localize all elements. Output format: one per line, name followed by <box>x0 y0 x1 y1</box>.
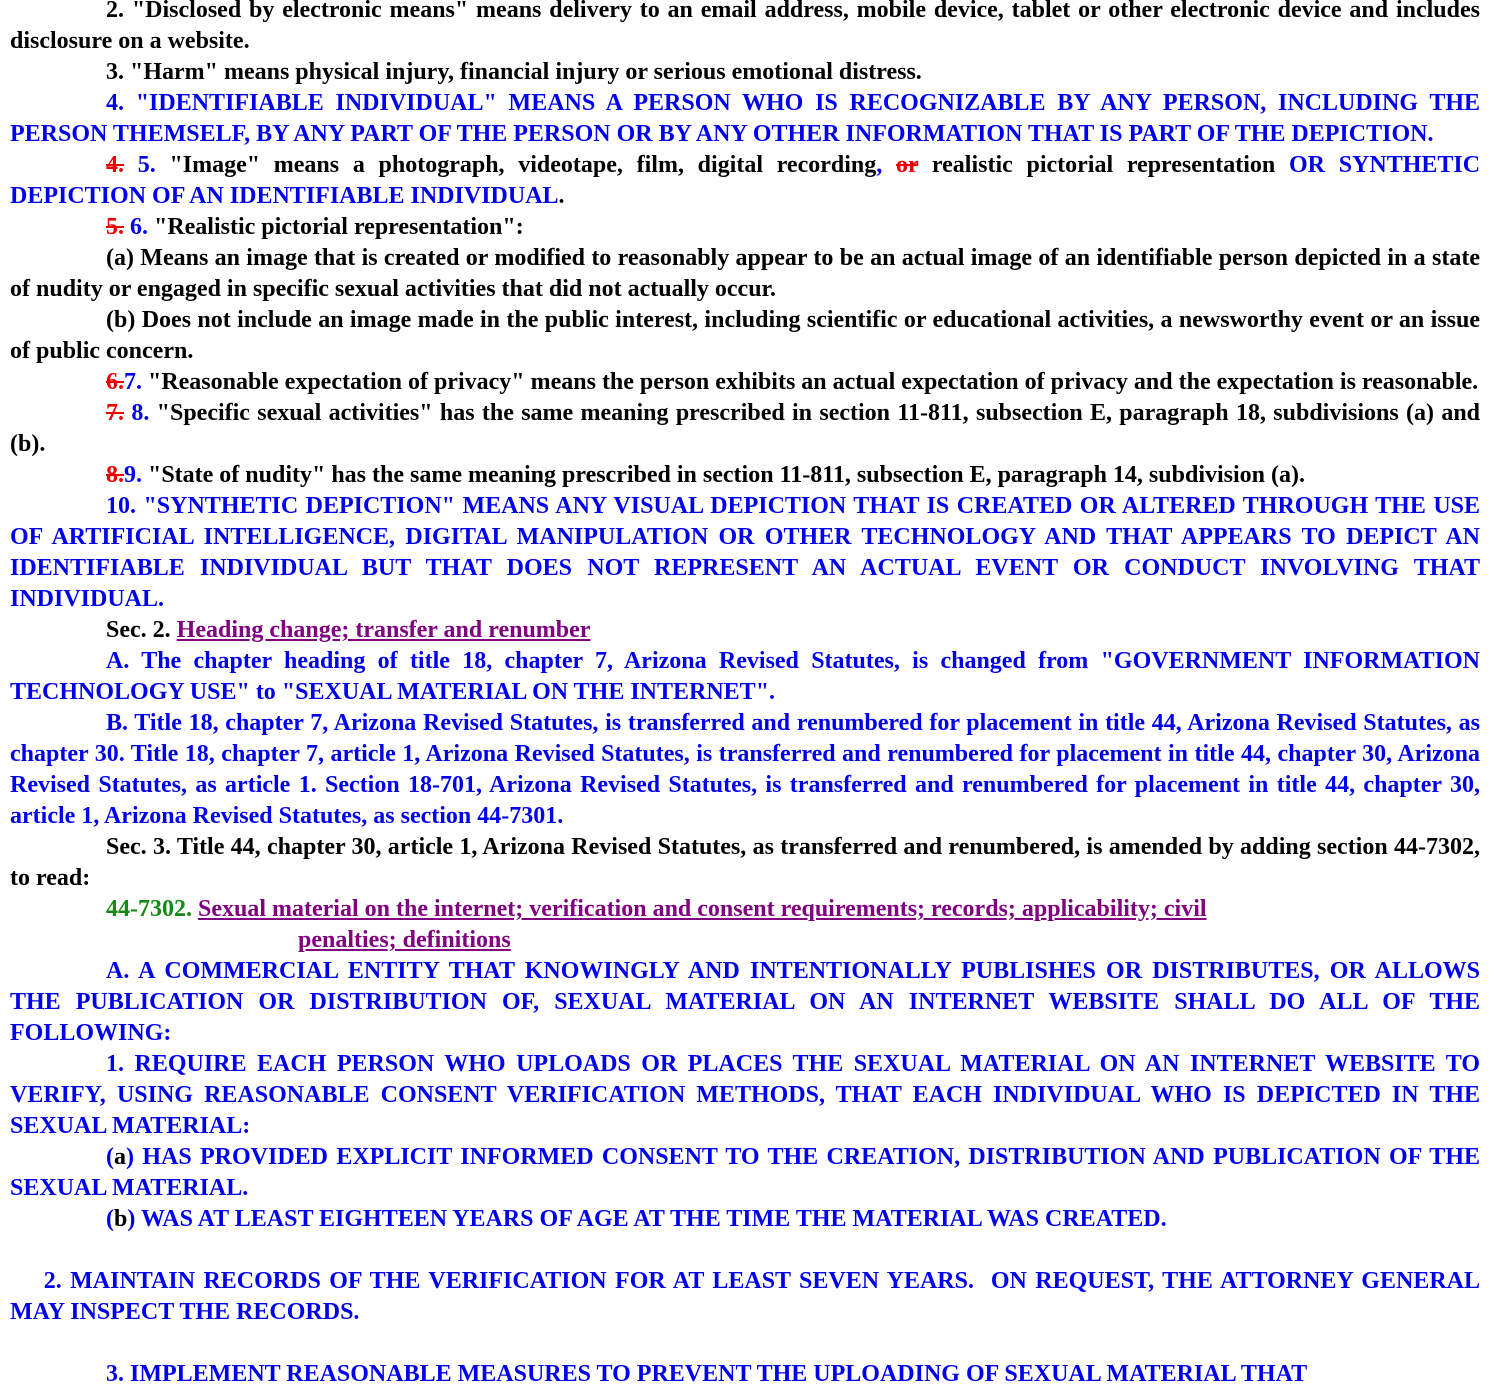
section-2-a-text: A. The chapter heading of title 18, chapter 7, Arizona Revised Statutes, is changed from "GOVERNMENT INFORMATION TECHNOLOGY USE" to "SEXUAL MATERIAL ON THE INTERNET". <box>10 648 1480 705</box>
deleted-word-or: or <box>895 152 919 178</box>
paragraph-3-text: 3. IMPLEMENT REASONABLE MEASURES TO PREVENT THE UPLOADING OF SEXUAL MATERIAL THAT <box>106 1361 1308 1387</box>
definition-4-inserted-text: 4. "IDENTIFIABLE INDIVIDUAL" MEANS A PERSON WHO IS RECOGNIZABLE BY ANY PERSON, INCLUDING THE PERSON THEMSELF, BY ANY PART OF THE PERSON OR BY ANY OTHER INFORMATION THAT IS PART OF THE DEPICTION. <box>10 90 1480 147</box>
section-44-7302-subdivision-b <box>10 1204 1480 1235</box>
definition-paragraph-3 <box>10 57 1480 88</box>
definition-6b-text: (b) Does not include an image made in the public interest, including scientific or educational activities, a newsworthy event or an issue of public concern. <box>10 307 1480 364</box>
deleted-number: 6. <box>106 369 124 395</box>
inserted-number: 7. <box>124 369 142 395</box>
section-44-7302-paragraph-1 <box>10 1049 1480 1142</box>
definition-3-text: 3. "Harm" means physical injury, financial injury or serious emotional distress. <box>106 59 922 85</box>
definition-paragraph-6a <box>10 243 1480 305</box>
subdivision-a-label-open: ( <box>106 1144 114 1170</box>
section-3-text: Sec. 3. Title 44, chapter 30, article 1, Arizona Revised Statutes, as transferred and renumbered, is amended by adding section 44-7302, to read: <box>10 834 1480 891</box>
section-3-intro <box>10 832 1480 894</box>
definition-paragraph-6b <box>10 305 1480 367</box>
subdivision-a-letter: a <box>114 1144 126 1170</box>
deleted-number: 4. <box>106 152 124 178</box>
section-44-7302-heading-continued <box>10 925 1480 956</box>
inserted-number: 6. <box>130 214 148 240</box>
inserted-number: 8. <box>131 400 150 426</box>
definition-6a-text: (a) Means an image that is created or modified to reasonably appear to be an actual image of an identifiable person depicted in a state of nudity or engaged in specific sexual activities that did not actually occur. <box>10 245 1480 302</box>
definition-5-text-b: realistic pictorial representation <box>931 152 1276 178</box>
subdivision-b-label-open: ( <box>106 1206 114 1232</box>
definition-10-inserted-text: 10. "SYNTHETIC DEPICTION" MEANS ANY VISUAL DEPICTION THAT IS CREATED OR ALTERED THROUGH THE USE OF ARTIFICIAL INTELLIGENCE, DIGITAL MANIPULATION OR OTHER TECHNOLOGY AND THAT APPEARS TO DEPICT AN IDENTIFIABLE INDIVIDUAL BUT THAT DOES NOT REPRESENT AN ACTUAL EVENT OR CONDUCT INVOLVING THAT INDIVIDUAL. <box>10 493 1480 612</box>
definition-paragraph-8 <box>10 398 1480 460</box>
definition-5-inserted-tail: OR SYNTHETIC DEPICTION OF AN IDENTIFIABLE INDIVIDUAL <box>10 152 1481 209</box>
section-44-7302-title-line1[interactable]: Sexual material on the internet; verification and consent requirements; records; applicability; civil <box>198 896 1207 922</box>
definition-paragraph-6 <box>10 212 1480 243</box>
deleted-number: 7. <box>106 400 124 426</box>
section-44-7302-paragraph-3 <box>10 1359 1480 1390</box>
subdivision-a-text: HAS PROVIDED EXPLICIT INFORMED CONSENT TO THE CREATION, DISTRIBUTION AND PUBLICATION OF THE SEXUAL MATERIAL. <box>10 1144 1480 1201</box>
statute-document <box>10 0 1486 1390</box>
definition-paragraph-10-new <box>10 491 1480 615</box>
subdivision-b-letter: b <box>114 1206 128 1232</box>
paragraph-2-text: 2. MAINTAIN RECORDS OF THE VERIFICATION FOR AT LEAST SEVEN YEARS. ON REQUEST, THE ATTORNEY GENERAL MAY INSPECT THE RECORDS. <box>10 1268 1486 1325</box>
subdivision-a-label-close: ) <box>126 1144 134 1170</box>
definition-paragraph-9 <box>10 460 1480 491</box>
inserted-number: 9. <box>124 462 142 488</box>
section-44-7302-number: 44-7302. <box>106 896 192 922</box>
definition-7-text: "Reasonable expectation of privacy" means the person exhibits an actual expectation of privacy and the expectation is reasonable. <box>148 369 1479 395</box>
paragraph-1-text: 1. REQUIRE EACH PERSON WHO UPLOADS OR PLACES THE SEXUAL MATERIAL ON AN INTERNET WEBSITE TO VERIFY, USING REASONABLE CONSENT VERIFICATION METHODS, THAT EACH INDIVIDUAL WHO IS DEPICTED IN THE SEXUAL MATERIAL: <box>10 1051 1480 1139</box>
definition-paragraph-7 <box>10 367 1480 398</box>
definition-paragraph-5 <box>10 150 1480 212</box>
definition-2-text: 2. "Disclosed by electronic means" means delivery to an email address, mobile device, tablet or other electronic device and includes disclosure on a website. <box>10 0 1480 54</box>
definition-paragraph-4-new <box>10 88 1480 150</box>
definition-5-text-a: "Image" means a photograph, videotape, film, digital recording <box>169 152 877 178</box>
section-44-7302-heading <box>10 894 1480 925</box>
inserted-comma: , <box>876 152 883 178</box>
section-2-subsection-a <box>10 646 1480 708</box>
section-2-heading <box>10 615 1480 646</box>
definition-paragraph-2 <box>10 0 1480 57</box>
inserted-number: 5. <box>137 152 156 178</box>
definition-6-text: "Realistic pictorial representation": <box>154 214 524 240</box>
section-44-7302-subsection-a <box>10 956 1480 1049</box>
subsection-a-text: A. A COMMERCIAL ENTITY THAT KNOWINGLY AND INTENTIONALLY PUBLISHES OR DISTRIBUTES, OR ALLOWS THE PUBLICATION OR DISTRIBUTION OF, SEXUAL MATERIAL ON AN INTERNET WEBSITE SHALL DO ALL OF THE FOLLOWING: <box>10 958 1480 1046</box>
definition-8-text: "Specific sexual activities" has the same meaning prescribed in section 11-811, subsection E, paragraph 18, subdivisions (a) and (b). <box>10 400 1481 457</box>
section-44-7302-paragraph-2 <box>10 1235 1486 1359</box>
subdivision-b-text: WAS AT LEAST EIGHTEEN YEARS OF AGE AT THE TIME THE MATERIAL WAS CREATED. <box>140 1206 1167 1232</box>
definition-5-period: . <box>558 183 565 209</box>
section-2-subsection-b <box>10 708 1480 832</box>
deleted-number: 8. <box>106 462 124 488</box>
deleted-number: 5. <box>106 214 124 240</box>
section-2-b-text: B. Title 18, chapter 7, Arizona Revised Statutes, is transferred and renumbered for placement in title 44, Arizona Revised Statutes, as chapter 30. Title 18, chapter 7, article 1, Arizona Revised Statutes, is transferred and renumbered for placement in title 44, chapter 30, Arizona Revised Statutes, as article 1. Section 18-701, Arizona Revised Statutes, is transferred and renumbered for placement in title 44, chapter 30, article 1, Arizona Revised Statutes, as section 44-7301. <box>10 710 1480 829</box>
section-2-heading-link[interactable]: Heading change; transfer and renumber <box>176 617 591 643</box>
section-2-label: Sec. 2. <box>106 617 171 643</box>
section-44-7302-title-line2[interactable]: penalties; definitions <box>298 927 511 953</box>
subdivision-b-label-close: ) <box>127 1206 136 1232</box>
section-44-7302-subdivision-a <box>10 1142 1480 1204</box>
definition-9-text: "State of nudity" has the same meaning prescribed in section 11-811, subsection E, paragraph 14, subdivision (a). <box>148 462 1305 488</box>
